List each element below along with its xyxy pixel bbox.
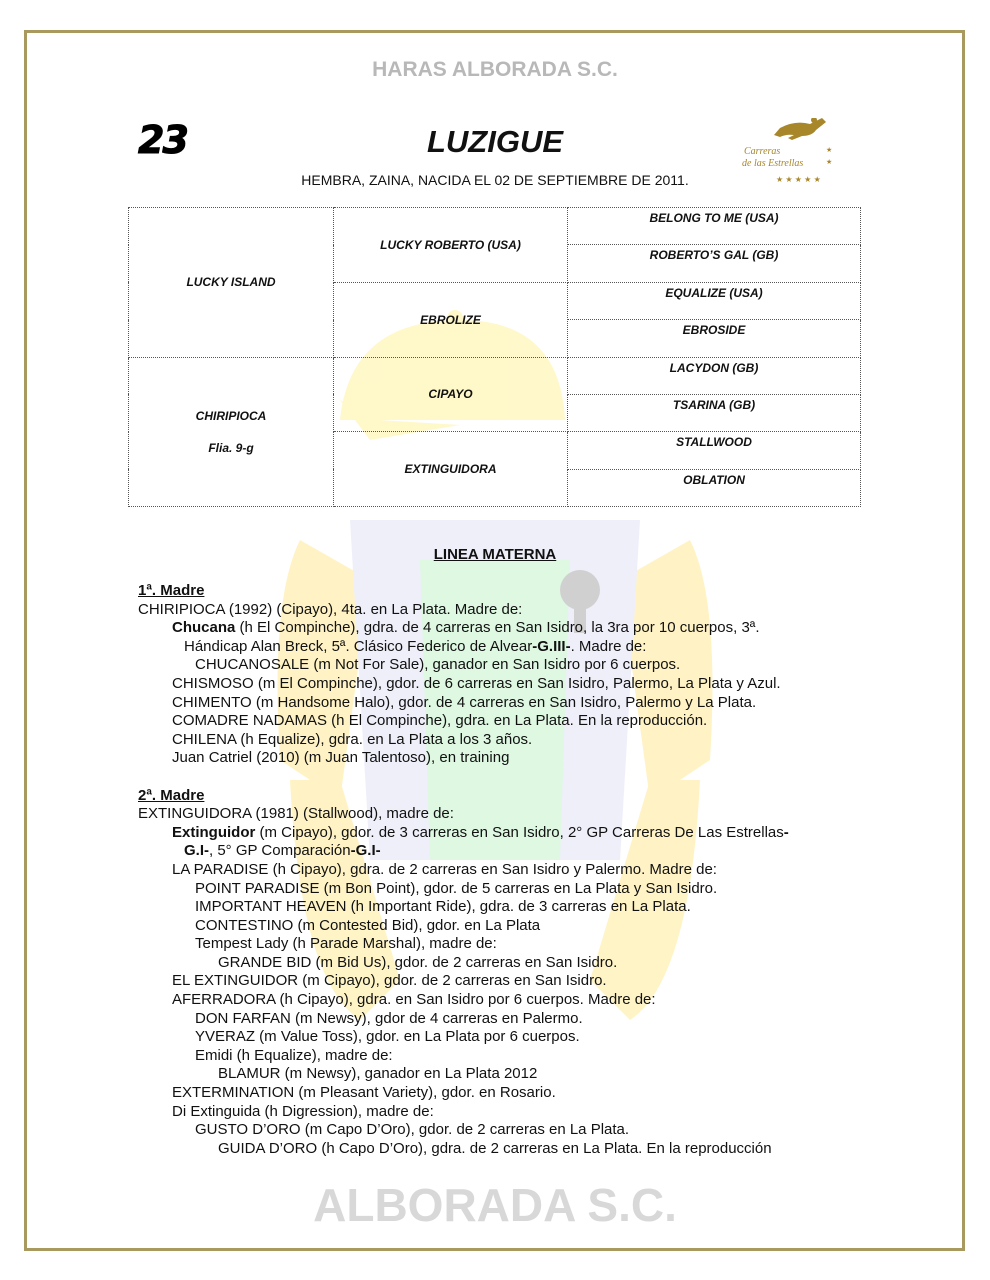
text-segment: CHISMOSO (m El Compinche), gdor. de 6 carreras en San Isidro, Palermo, La Plata y Azul. bbox=[172, 674, 781, 692]
carreras-estrellas-logo bbox=[740, 118, 835, 188]
text-segment: Tempest Lady (h Parade Marshal), madre de: bbox=[195, 935, 497, 953]
text-line bbox=[0, 1103, 990, 1122]
text-segment: EXTERMINATION (m Pleasant Variety), gdor. en Rosario. bbox=[172, 1084, 556, 1102]
ancestor-gen3: LACYDON (GB) bbox=[568, 357, 861, 394]
horse-description: HEMBRA, ZAINA, NACIDA EL 02 DE SEPTIEMBRE DE 2011. bbox=[301, 172, 689, 188]
text-segment: 2ª. Madre bbox=[138, 786, 205, 804]
ancestor-gen3: STALLWOOD bbox=[568, 432, 861, 469]
dam-sire: CIPAYO bbox=[334, 357, 568, 432]
text-line bbox=[0, 1065, 990, 1084]
text-line bbox=[0, 656, 990, 675]
text-segment: (h El Compinche), gdra. de 4 carreras en San Isidro, la 3ra por 10 cuerpos, 3ª. bbox=[235, 619, 760, 637]
text-segment: BLAMUR (m Newsy), ganador en La Plata 2012 bbox=[218, 1065, 538, 1083]
text-line bbox=[0, 1028, 990, 1047]
svg-text:★: ★ bbox=[826, 159, 833, 166]
text-segment: LA PARADISE (h Cipayo), gdra. de 2 carreras en San Isidro y Palermo. Madre de: bbox=[172, 860, 717, 878]
text-segment: DON FARFAN (m Newsy), gdor de 4 carreras en Palermo. bbox=[195, 1009, 583, 1027]
maternal-line-text bbox=[0, 582, 990, 1158]
section-heading bbox=[0, 582, 990, 601]
text-segment: Juan Catriel (2010) (m Juan Talentoso), en training bbox=[172, 749, 510, 767]
dam-dam: EXTINGUIDORA bbox=[334, 432, 568, 507]
text-line bbox=[0, 1121, 990, 1140]
text-line bbox=[0, 898, 990, 917]
svg-text:★ ★ ★ ★ ★: ★ ★ ★ ★ ★ bbox=[776, 175, 821, 184]
sire: LUCKY ISLAND bbox=[129, 208, 334, 358]
text-segment: . Madre de: bbox=[570, 637, 647, 655]
text-line bbox=[0, 880, 990, 899]
dam-cell bbox=[129, 357, 334, 507]
text-line bbox=[0, 675, 990, 694]
text-line bbox=[0, 749, 990, 768]
dam-family: Flia. 9-g bbox=[208, 440, 254, 455]
text-segment: IMPORTANT HEAVEN (h Important Ride), gdra. de 3 carreras en La Plata. bbox=[195, 898, 691, 916]
text-line bbox=[0, 731, 990, 750]
text-line bbox=[0, 824, 990, 843]
text-line bbox=[0, 861, 990, 880]
text-segment: CHIMENTO (m Handsome Halo), gdor. de 4 carreras en San Isidro, Palermo y La Plata. bbox=[172, 693, 757, 711]
text-segment: AFERRADORA (h Cipayo), gdra. en San Isidro por 6 cuerpos. Madre de: bbox=[172, 991, 656, 1009]
svg-text:Carreras: Carreras bbox=[744, 146, 781, 157]
bold-text: Extinguidor bbox=[172, 823, 256, 841]
text-line bbox=[0, 619, 990, 638]
section-heading bbox=[0, 787, 990, 806]
text-segment: CHILENA (h Equalize), gdra. en La Plata a los 3 años. bbox=[172, 730, 533, 748]
text-segment: CHUCANOSALE (m Not For Sale), ganador en San Isidro por 6 cuerpos. bbox=[195, 656, 681, 674]
dam: CHIRIPIOCA bbox=[195, 408, 267, 423]
text-line bbox=[0, 917, 990, 936]
text-segment: CHIRIPIOCA (1992) (Cipayo), 4ta. en La Plata. Madre de: bbox=[138, 600, 523, 618]
text-segment: POINT PARADISE (m Bon Point), gdor. de 5 carreras en La Plata y San Isidro. bbox=[195, 879, 718, 897]
text-segment: CONTESTINO (m Contested Bid), gdor. en La Plata bbox=[195, 916, 541, 934]
text-segment: GRANDE BID (m Bid Us), gdor. de 2 carreras en San Isidro. bbox=[218, 953, 618, 971]
lot-number: 23 bbox=[138, 118, 187, 162]
ancestor-gen3: EQUALIZE (USA) bbox=[568, 282, 861, 319]
sire-sire: LUCKY ROBERTO (USA) bbox=[334, 208, 568, 283]
text-segment: 1ª. Madre bbox=[138, 582, 205, 599]
text-segment: , 5° GP Comparación bbox=[209, 842, 351, 860]
text-line bbox=[0, 954, 990, 973]
spacer bbox=[0, 768, 990, 787]
ancestor-gen3: BELONG TO ME (USA) bbox=[568, 208, 861, 245]
text-segment: Emidi (h Equalize), madre de: bbox=[195, 1046, 393, 1064]
text-segment: Di Extinguida (h Digression), madre de: bbox=[172, 1102, 434, 1120]
text-line bbox=[0, 694, 990, 713]
sire-dam: EBROLIZE bbox=[334, 282, 568, 357]
text-segment: YVERAZ (m Value Toss), gdor. en La Plata por 6 cuerpos. bbox=[195, 1028, 580, 1046]
text-line bbox=[0, 1140, 990, 1159]
svg-text:★: ★ bbox=[826, 147, 833, 154]
svg-text:de las Estrellas: de las Estrellas bbox=[742, 158, 804, 169]
bold-text: Chucana bbox=[172, 619, 236, 637]
text-segment: (m Cipayo), gdor. de 3 carreras en San Isidro, 2° GP Carreras De Las Estrellas bbox=[255, 823, 784, 841]
text-line bbox=[0, 601, 990, 620]
text-line bbox=[0, 1084, 990, 1103]
text-line bbox=[0, 712, 990, 731]
text-line bbox=[0, 991, 990, 1010]
bold-text: -G.I- bbox=[350, 842, 381, 860]
text-segment: EXTINGUIDORA (1981) (Stallwood), madre de: bbox=[138, 805, 454, 823]
stud-title: HARAS ALBORADA S.C. bbox=[372, 58, 618, 81]
text-line bbox=[0, 805, 990, 824]
text-segment: GUIDA D’ORO (h Capo D’Oro), gdra. de 2 carreras en La Plata. En la reproducción bbox=[218, 1139, 772, 1157]
watermark-text: ALBORADA S.C. bbox=[313, 1179, 677, 1231]
ancestor-gen3: OBLATION bbox=[568, 469, 861, 506]
ancestor-gen3: TSARINA (GB) bbox=[568, 394, 861, 431]
bold-text: - bbox=[783, 823, 789, 841]
text-segment: COMADRE NADAMAS (h El Compinche), gdra. en La Plata. En la reproducción. bbox=[172, 712, 708, 730]
ancestor-gen3: EBROSIDE bbox=[568, 320, 861, 357]
text-line bbox=[0, 935, 990, 954]
horse-name: LUZIGUE bbox=[426, 124, 564, 159]
text-line bbox=[0, 1010, 990, 1029]
bold-text: -G.III- bbox=[532, 637, 571, 655]
pedigree-table bbox=[128, 207, 861, 507]
text-line bbox=[0, 842, 990, 861]
text-segment: EL EXTINGUIDOR (m Cipayo), gdor. de 2 carreras en San Isidro. bbox=[172, 972, 607, 990]
text-segment: Hándicap Alan Breck, 5ª. Clásico Federico de Alvear bbox=[184, 637, 533, 655]
text-line bbox=[0, 1047, 990, 1066]
text-line bbox=[0, 638, 990, 657]
text-segment: GUSTO D’ORO (m Capo D’Oro), gdor. de 2 carreras en La Plata. bbox=[195, 1121, 630, 1139]
bold-text: G.I- bbox=[184, 842, 209, 860]
ancestor-gen3: ROBERTO’S GAL (GB) bbox=[568, 245, 861, 282]
text-line bbox=[0, 972, 990, 991]
section-title: LINEA MATERNA bbox=[433, 546, 557, 563]
